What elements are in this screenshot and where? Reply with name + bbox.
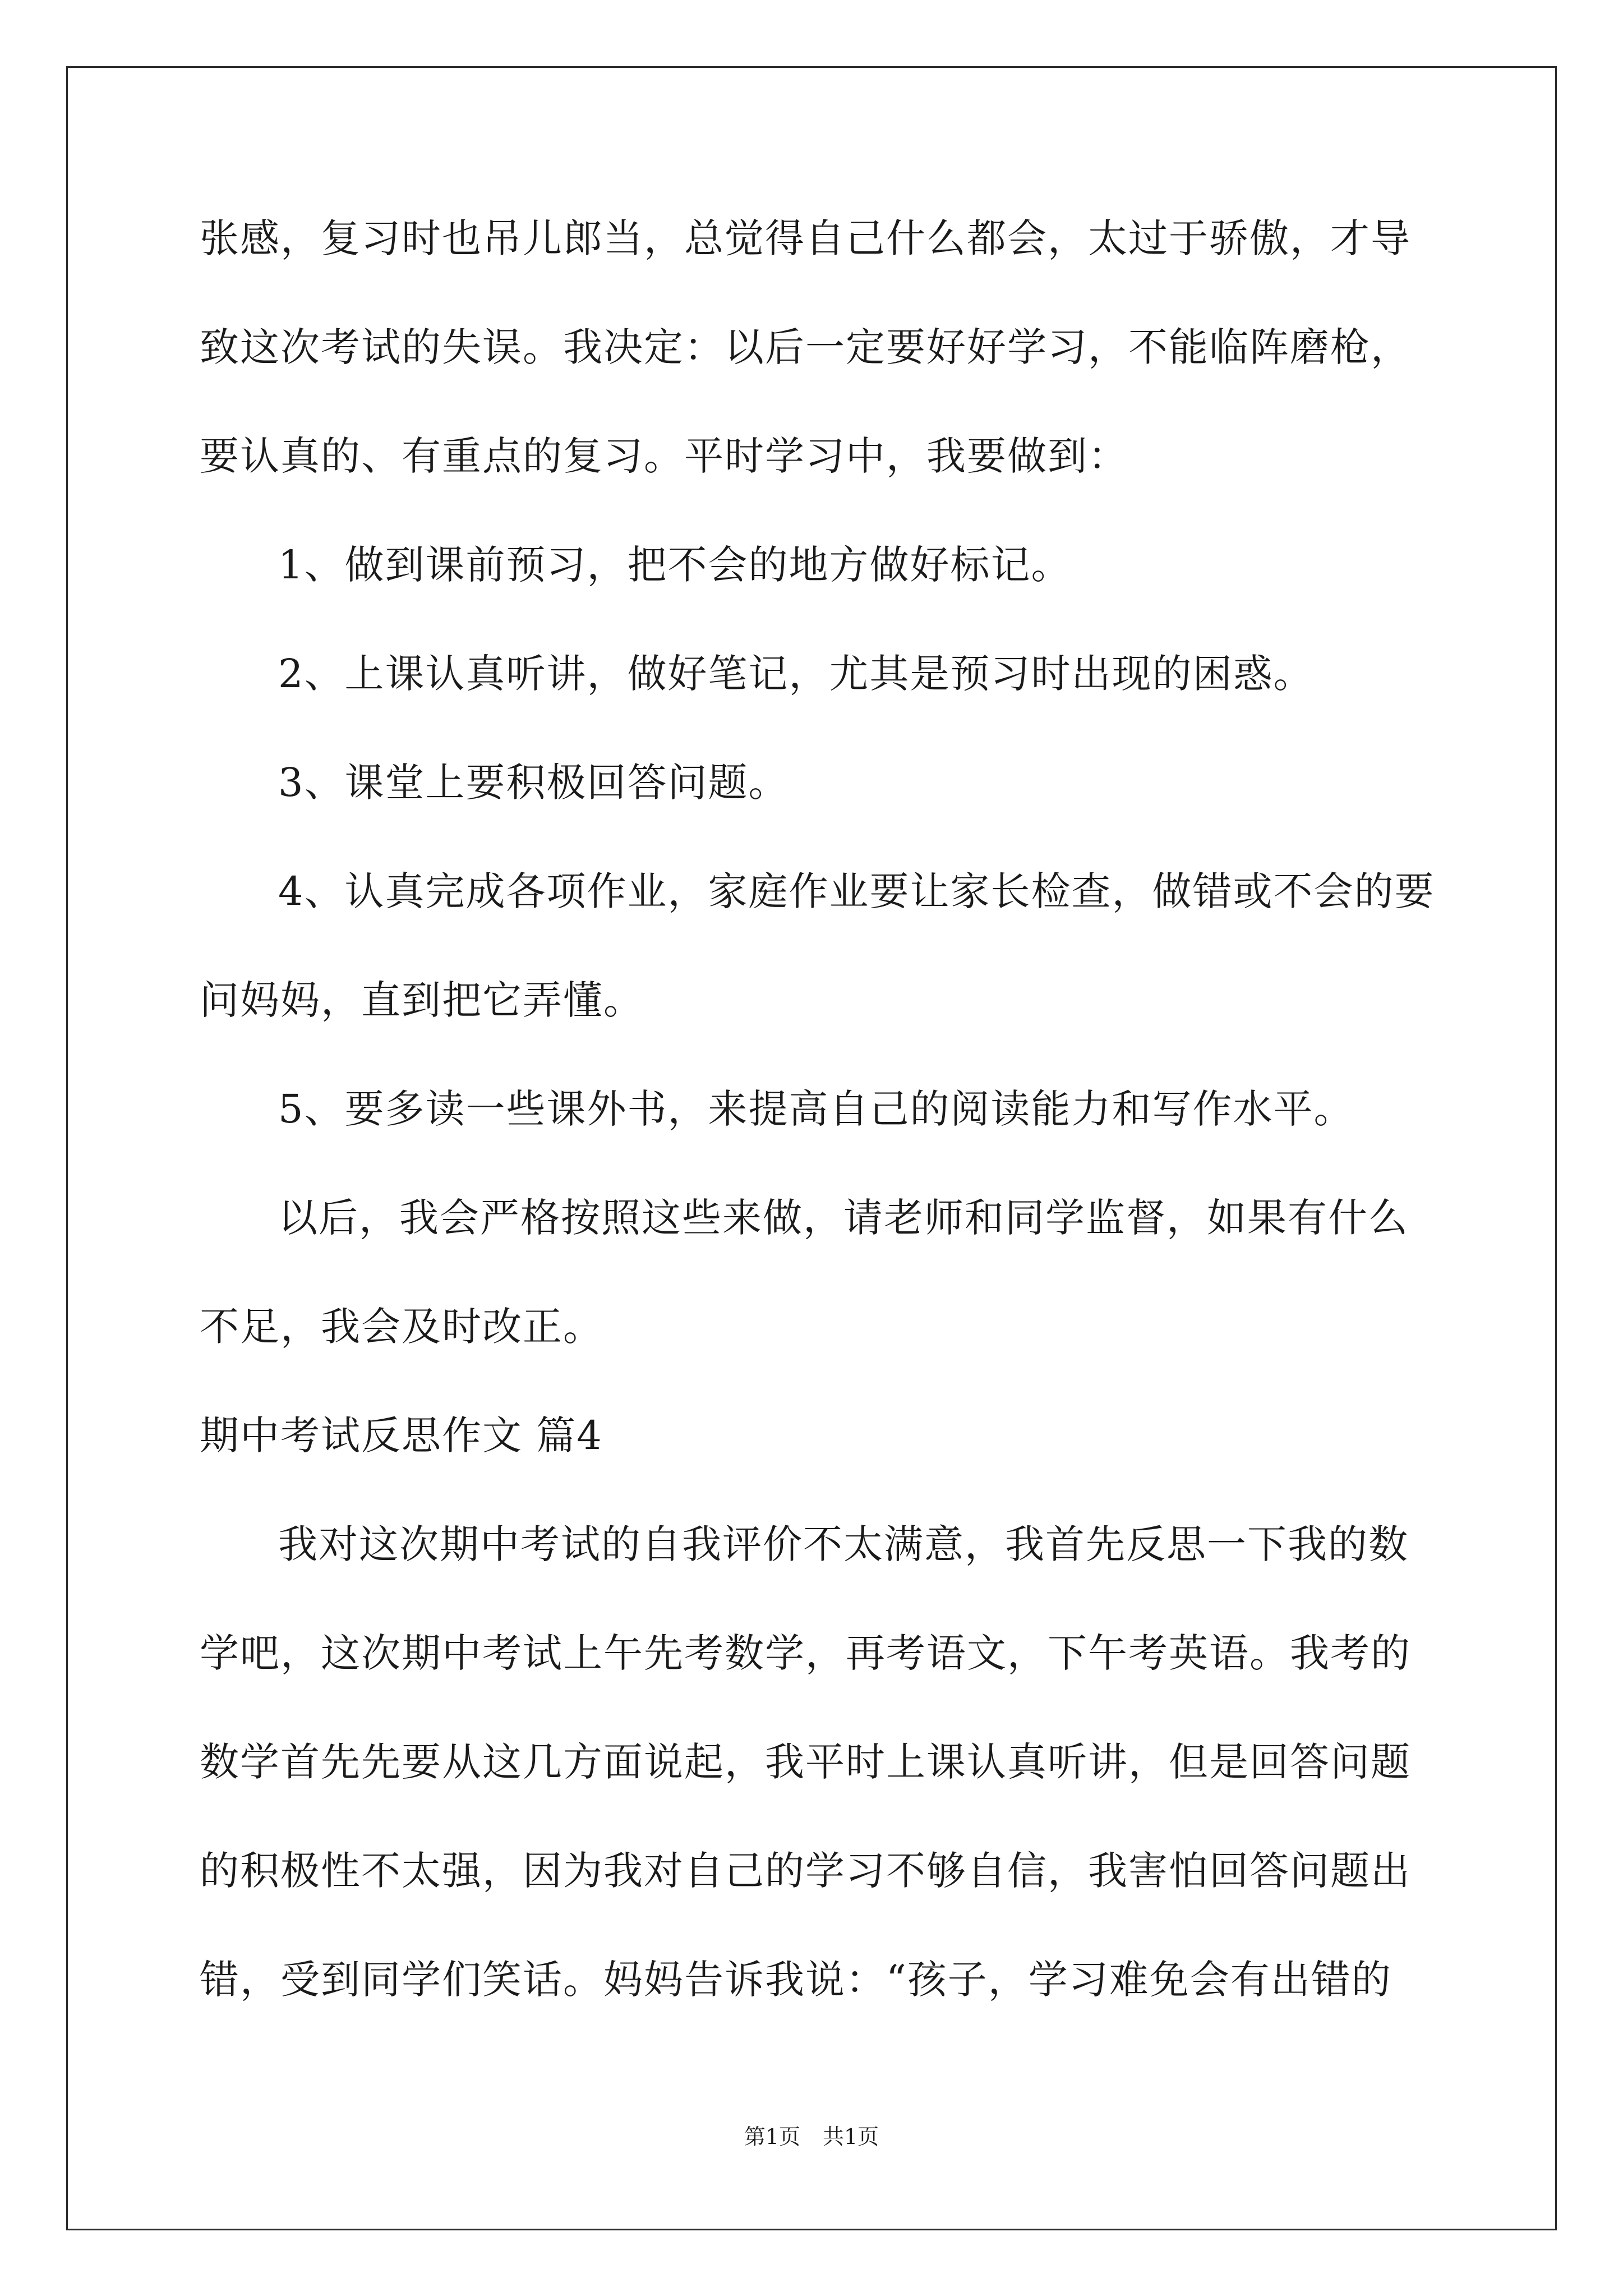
page-footer: [0, 2126, 1623, 2147]
list-item: 3、课堂上要积极回答问题。: [278, 760, 789, 806]
text-line: 致这次考试的失误。我决定：以后一定要好好学习，不能临阵磨枪，: [200, 324, 1411, 370]
page-total: 共1页: [823, 2124, 879, 2149]
list-item: 2、上课认真听讲，做好笔记，尤其是预习时出现的困惑。: [278, 651, 1314, 697]
list-item: 5、要多读一些课外书，来提高自己的阅读能力和写作水平。: [278, 1086, 1354, 1132]
text-line: 学吧，这次期中考试上午先考数学，再考语文，下午考英语。我考的: [200, 1630, 1411, 1676]
text-line: 张感，复习时也吊儿郎当，总觉得自己什么都会，太过于骄傲，才导: [200, 215, 1411, 261]
text-line: 不足，我会及时改正。: [200, 1304, 603, 1350]
text-line: 错，受到同学们笑话。妈妈告诉我说：“孩子，学习难免会有出错的: [200, 1957, 1392, 2003]
page-border: [66, 66, 1557, 2230]
text-line: 要认真的、有重点的复习。平时学习中，我要做到：: [200, 433, 1128, 479]
text-line: 问妈妈，直到把它弄懂。: [200, 977, 644, 1023]
section-heading: 期中考试反思作文 篇4: [200, 1412, 603, 1458]
list-item: 4、认真完成各项作业，家庭作业要让家长检查，做错或不会的要: [278, 868, 1435, 914]
text-line: 数学首先先要从这几方面说起，我平时上课认真听讲，但是回答问题: [200, 1739, 1411, 1785]
text-line: 以后，我会严格按照这些来做，请老师和同学监督，如果有什么: [278, 1195, 1409, 1241]
list-item: 1、做到课前预习，把不会的地方做好标记。: [278, 542, 1072, 588]
text-line: 的积极性不太强，因为我对自己的学习不够自信，我害怕回答问题出: [200, 1848, 1411, 1894]
page-number: 第1页: [744, 2124, 800, 2149]
text-line: 我对这次期中考试的自我评价不太满意，我首先反思一下我的数: [278, 1521, 1409, 1567]
